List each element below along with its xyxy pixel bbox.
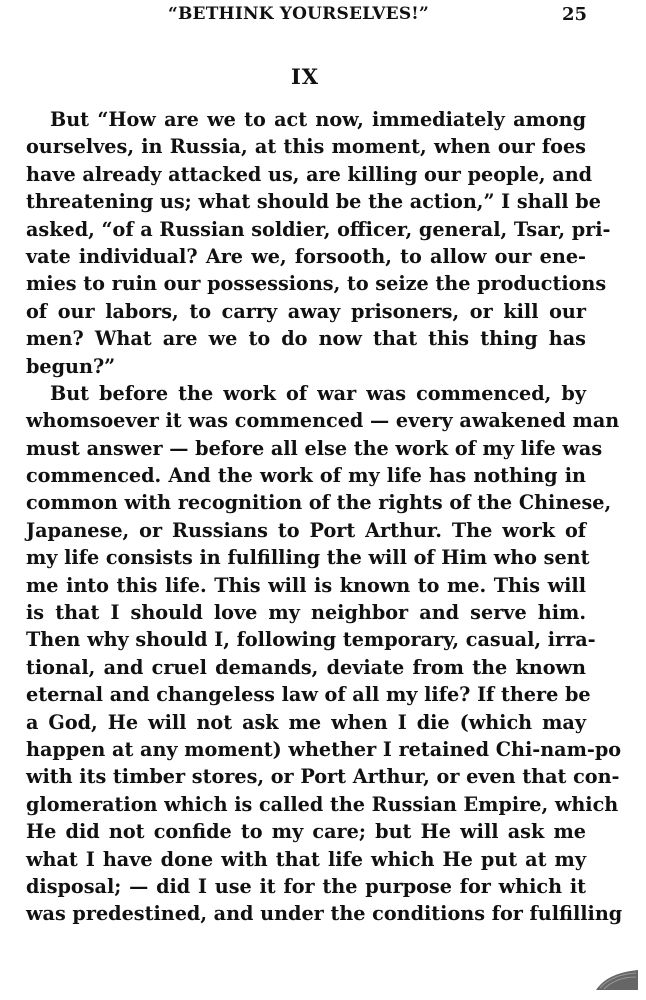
text-line: ourselves, in Russia, at this moment, when our foes — [26, 135, 586, 159]
text-line: tional, and cruel demands, deviate from the known — [26, 655, 586, 679]
text-line: have already attacked us, are killing our people, and — [26, 162, 593, 186]
text-line: must answer — before all else the work of my life was — [26, 436, 603, 460]
text-line: a God, He will not ask me when I die (which may — [26, 710, 586, 734]
text-line: glomeration which is called the Russian Empire, which — [26, 792, 619, 816]
body-text — [26, 106, 623, 928]
text-line: vate individual? Are we, forsooth, to allow our ene- — [26, 244, 586, 268]
text-line: of our labors, to carry away prisoners, or kill our — [26, 299, 586, 323]
chapter-heading: IX — [290, 64, 320, 89]
running-head-title: “BETHINK YOURSELVES!” — [168, 4, 429, 24]
text-line: disposal; — did I use it for the purpose for which it — [26, 874, 586, 898]
text-line: men? What are we to do now that this thing has — [26, 327, 586, 351]
text-line: Japanese, or Russians to Port Arthur. The work of — [26, 518, 586, 542]
text-line: But “How are we to act now, immediately among — [50, 108, 586, 131]
text-line: mies to ruin our possessions, to seize the productions — [26, 272, 607, 296]
text-line: eternal and changeless law of all my life? If there be — [26, 683, 591, 707]
page-curl-mark — [594, 968, 640, 992]
text-line: He did not confide to my care; but He will ask me — [26, 820, 586, 844]
text-line: my life consists in fulfilling the will of Him who sent — [26, 546, 590, 570]
text-line: asked, “of a Russian soldier, officer, general, Tsar, pri- — [26, 217, 611, 241]
text-line: Then why should I, following temporary, casual, irra- — [26, 628, 596, 652]
text-line: threatening us; what should be the action,” I shall be — [26, 190, 601, 214]
text-line: But before the work of war was commenced, by — [50, 381, 586, 405]
text-line: happen at any moment) whether I retained Chi-nam-po — [26, 737, 622, 761]
text-line: common with recognition of the rights of the Chinese, — [26, 491, 612, 515]
text-line: whomsoever it was commenced — every awakened man — [26, 409, 620, 433]
text-line: what I have done with that life which He put at my — [26, 847, 586, 871]
text-line: begun?” — [26, 354, 116, 378]
page-number: 25 — [562, 4, 588, 25]
text-line: was predestined, and under the conditions for fulfilling — [26, 902, 623, 926]
text-line: with its timber stores, or Port Arthur, or even that con- — [26, 765, 620, 789]
text-line: is that I should love my neighbor and serve him. — [26, 601, 586, 625]
text-line: me into this life. This will is known to me. This will — [26, 573, 586, 597]
text-line: commenced. And the work of my life has nothing in — [26, 464, 586, 488]
